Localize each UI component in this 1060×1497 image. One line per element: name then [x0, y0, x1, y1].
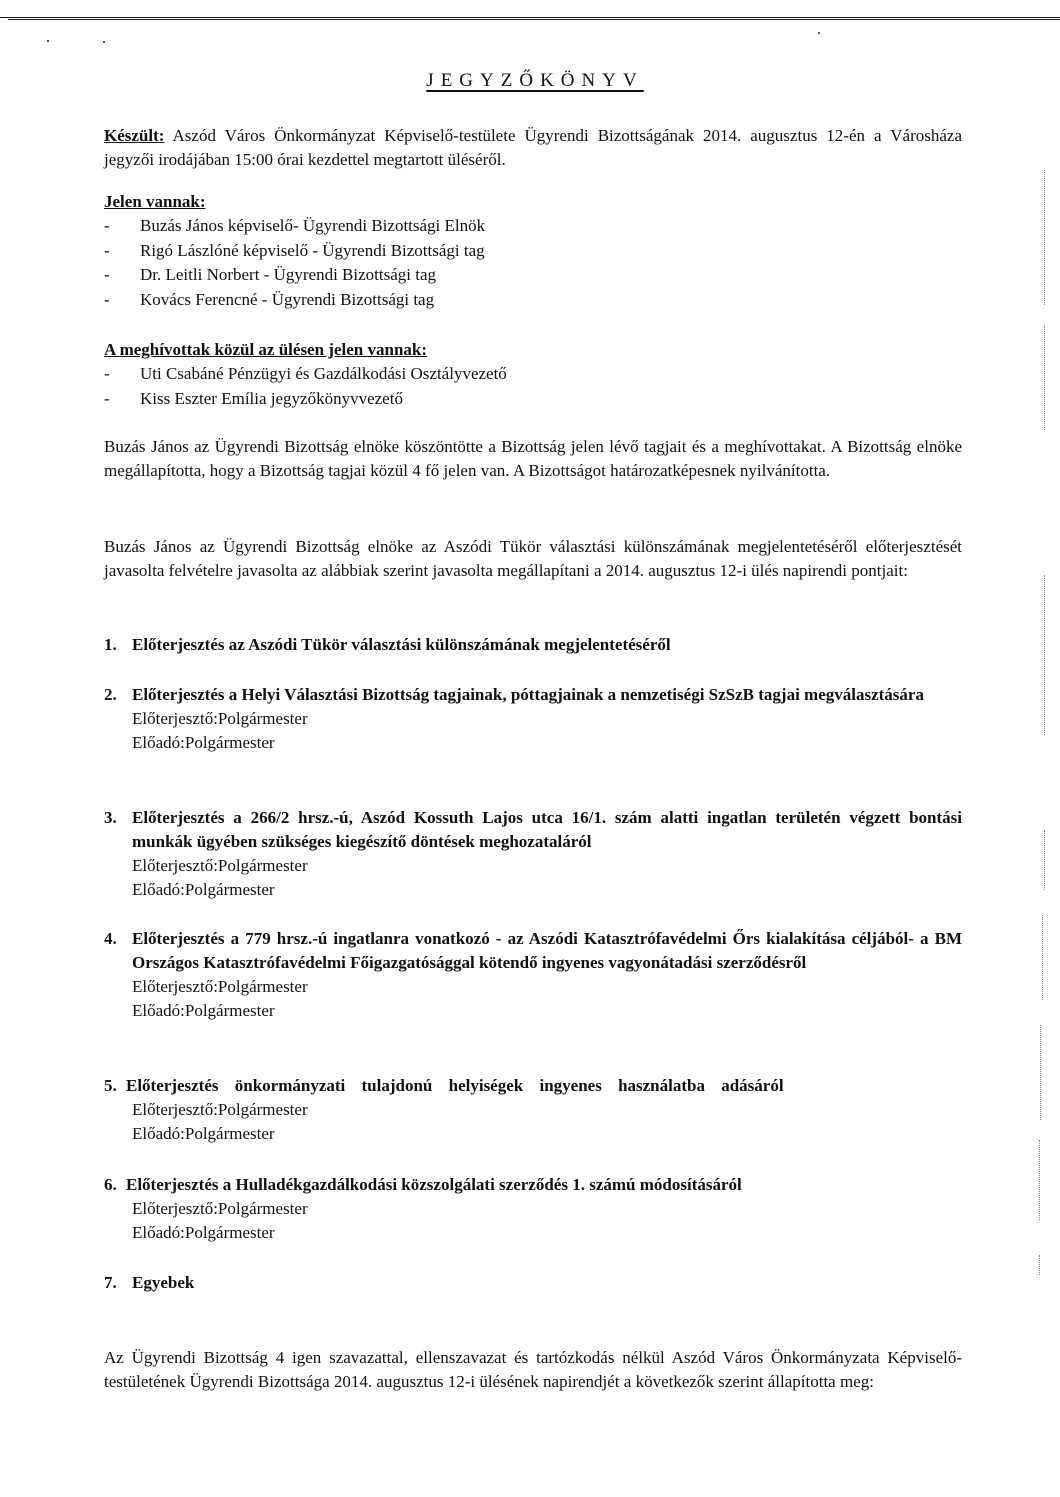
scan-speck — [103, 41, 105, 43]
scan-edge-artifact — [1044, 830, 1046, 890]
scan-edge-artifact — [1040, 1025, 1042, 1120]
agenda-presenter: Előterjesztő:Polgármester — [132, 709, 308, 728]
agenda-item-1 — [104, 633, 962, 657]
scan-edge-artifact — [1044, 575, 1046, 735]
agenda-speaker: Előadó:Polgármester — [132, 1124, 275, 1143]
scan-edge-artifact — [1039, 1255, 1041, 1275]
agenda-number: 2. — [104, 685, 117, 704]
list-dash: - — [104, 364, 110, 383]
scan-speck — [818, 32, 820, 34]
invited-section — [104, 338, 962, 411]
invited-heading: A meghívottak közül az ülésen jelen vannak: — [104, 340, 428, 359]
agenda-title: Előterjesztés az Aszódi Tükör választási különszámának megjelentetéséről — [132, 635, 671, 654]
agenda-number: 4. — [104, 929, 117, 948]
agenda-number: 3. — [104, 808, 117, 827]
welcome-paragraph: Buzás János az Ügyrendi Bizottság elnöke köszöntötte a Bizottság jelen lévő tagjait és a meghívottakat. A Bizottság elnöke megállapította, hogy a Bizottság tagjai közül 4 fő jelen van. A Bizottságot határozatképesnek nyilvánította. — [104, 437, 962, 480]
agenda-item-6 — [104, 1173, 962, 1245]
scan-edge-artifact — [1044, 325, 1046, 430]
agenda-speaker: Előadó:Polgármester — [132, 1001, 275, 1020]
agenda-item-4 — [104, 927, 962, 1023]
present-heading: Jelen vannak: — [104, 192, 206, 211]
agenda-speaker: Előadó:Polgármester — [132, 880, 275, 899]
list-item-text: Uti Csabáné Pénzügyi és Gazdálkodási Osztályvezető — [140, 364, 507, 383]
agenda-number: 7. — [104, 1273, 117, 1292]
list-item-text: Kovács Ferencné - Ügyrendi Bizottsági tag — [140, 289, 435, 309]
agenda-item-3 — [104, 806, 962, 902]
scan-edge-artifact — [1044, 170, 1046, 305]
list-dash: - — [104, 388, 110, 408]
present-section — [104, 190, 962, 312]
list-dash: - — [104, 216, 110, 235]
list-item-text: Rigó Lászlóné képviselő - Ügyrendi Bizottsági tag — [140, 240, 485, 260]
document-title — [104, 70, 962, 92]
intro-text: Aszód Város Önkormányzat Képviselő-testülete Ügyrendi Bizottságának 2014. augusztus 12-én a Városháza jegyzői irodájában 15:00 órai kezdettel megtartott üléséről. — [104, 126, 962, 169]
agenda-item-5 — [104, 1074, 962, 1146]
invited-list-item — [104, 362, 962, 387]
agenda-presenter: Előterjesztő:Polgármester — [132, 1100, 308, 1119]
title-text: JEGYZŐKÖNYV — [426, 70, 644, 91]
scan-edge-artifact — [1039, 1140, 1041, 1220]
present-list-item — [104, 263, 962, 288]
list-dash: - — [104, 265, 110, 284]
agenda-number: 6. — [104, 1175, 117, 1194]
agenda-title: Előterjesztés a 779 hrsz.-ú ingatlanra vonatkozó - az Aszódi Katasztrófavédelmi Őrs kialakítása céljából- a BM Országos Katasztrófavédelmi Főigazgatósággal kötendő ingyenes vagyonátadási szerződésről — [132, 929, 962, 972]
invited-list-item — [104, 387, 962, 412]
list-item-text: Dr. Leitli Norbert - Ügyrendi Bizottsági tag — [140, 265, 437, 284]
scan-border-line — [8, 19, 1060, 20]
scan-edge-artifact — [1042, 915, 1044, 1000]
agenda-number: 5. — [104, 1076, 117, 1095]
closing-paragraph: Az Ügyrendi Bizottság 4 igen szavazattal, ellenszavazat és tartózkodás nélkül Aszód Város Önkormányzata Képviselő-testületének Ügyrendi Bizottsága 2014. augusztus 12-i ülésének napirendjét a következők szerint állapította meg: — [104, 1348, 962, 1391]
list-item-text: Kiss Eszter Emília jegyzőkönyvvezető — [140, 388, 403, 408]
list-dash: - — [104, 289, 110, 309]
agenda-proposal-paragraph: Buzás János az Ügyrendi Bizottság elnöke az Aszódi Tükör választási különszámának megjelentetéséről előterjesztését javasolta felvételre javasolta az alábbiak szerint javasolta megállapítani a 2014. augusztus 12-i ülés napirendi pontjait: — [104, 537, 962, 580]
agenda-item-2 — [104, 683, 962, 755]
agenda-title: Előterjesztés önkormányzati tulajdonú helyiségek ingyenes használatba adásáról — [126, 1076, 784, 1095]
scan-speck — [47, 40, 49, 42]
present-list-item — [104, 214, 962, 239]
list-dash: - — [104, 240, 110, 260]
agenda-title: Egyebek — [132, 1273, 195, 1292]
present-list-item — [104, 288, 962, 313]
agenda-speaker: Előadó:Polgármester — [132, 733, 275, 752]
agenda-number: 1. — [104, 635, 117, 654]
agenda-presenter: Előterjesztő:Polgármester — [132, 856, 308, 875]
present-list-item — [104, 239, 962, 264]
list-item-text: Buzás János képviselő- Ügyrendi Bizottsági Elnök — [140, 216, 486, 235]
intro-paragraph — [104, 124, 962, 172]
agenda-presenter: Előterjesztő:Polgármester — [132, 1199, 308, 1218]
scan-border-line — [0, 17, 1060, 18]
agenda-title: Előterjesztés a 266/2 hrsz.-ú, Aszód Kossuth Lajos utca 16/1. szám alatti ingatlan területén végzett bontási munkák ügyében szükséges kiegészítő döntések meghozataláról — [132, 808, 962, 851]
agenda-item-7 — [104, 1271, 962, 1295]
agenda-title: Előterjesztés a Hulladékgazdálkodási közszolgálati szerződés 1. számú módosításáról — [126, 1175, 742, 1194]
agenda-presenter: Előterjesztő:Polgármester — [132, 977, 308, 996]
agenda-speaker: Előadó:Polgármester — [132, 1223, 275, 1242]
agenda-title: Előterjesztés a Helyi Választási Bizottság tagjainak, póttagjainak a nemzetiségi SzSzB tagjai megválasztására — [132, 685, 924, 704]
intro-label: Készült: — [104, 126, 165, 145]
